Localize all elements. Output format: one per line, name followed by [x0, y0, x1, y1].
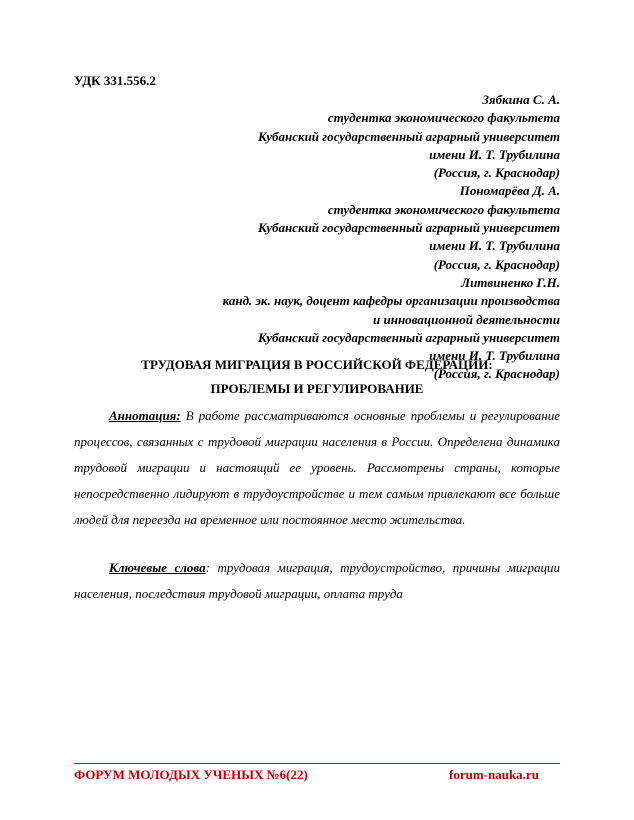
author-university: Кубанский государственный аграрный университет	[257, 220, 560, 236]
udk-code: УДК 331.556.2	[74, 73, 156, 88]
author-university-name: имени И. Т. Трубилина	[429, 238, 560, 254]
author-name: Пономарёва Д. А.	[459, 183, 560, 199]
author-block	[74, 91, 560, 384]
keywords	[74, 555, 560, 607]
author-position: студентка экономического факультета	[327, 110, 560, 126]
author-university: Кубанский государственный аграрный университет	[257, 128, 560, 144]
abstract	[74, 403, 560, 533]
footer-divider	[74, 763, 560, 764]
author-university: Кубанский государственный аграрный университет	[257, 329, 560, 345]
author-location: (Россия, г. Краснодар)	[433, 256, 560, 272]
author-position: студентка экономического факультета	[327, 201, 560, 217]
author-position: и инновационной деятельности	[373, 311, 560, 327]
paper-title-line-1: ТРУДОВАЯ МИГРАЦИЯ В РОССИЙСКОЙ ФЕДЕРАЦИИ:	[141, 357, 493, 372]
author-location: (Россия, г. Краснодар)	[433, 366, 560, 382]
abstract-label: Аннотация:	[109, 408, 181, 423]
keywords-text: : трудовая миграция, трудоустройство, причины миграции населения, последствия трудовой миграции, оплата труда	[74, 560, 560, 601]
author-university-name: имени И. Т. Трубилина	[429, 146, 560, 162]
footer-journal: ФОРУМ МОЛОДЫХ УЧЕНЫХ №6(22)	[74, 767, 308, 782]
author-location: (Россия, г. Краснодар)	[433, 165, 560, 181]
abstract-text: В работе рассматриваются основные проблемы и регулирование процессов, связанных с трудовой миграции населения в России. Определена динамика трудовой миграции и настоящий ее уровень. Рассмотрены страны, которые непосредственно лидируют в трудоустройстве и тем самым привлекают все больше людей для переезда на временное или постоянное место жительства.	[74, 408, 560, 527]
paper-title-line-2: ПРОБЛЕМЫ И РЕГУЛИРОВАНИЕ	[210, 381, 424, 396]
author-name: Зябкина С. А.	[482, 92, 560, 107]
footer-site: forum-nauka.ru	[449, 767, 539, 782]
author-university-name: имени И. Т. Трубилина	[429, 348, 560, 364]
keywords-label: Ключевые слова	[109, 560, 206, 575]
author-name: Литвиненко Г.Н.	[461, 274, 560, 290]
author-position: канд. эк. наук, доцент кафедры организации производства	[222, 293, 560, 309]
